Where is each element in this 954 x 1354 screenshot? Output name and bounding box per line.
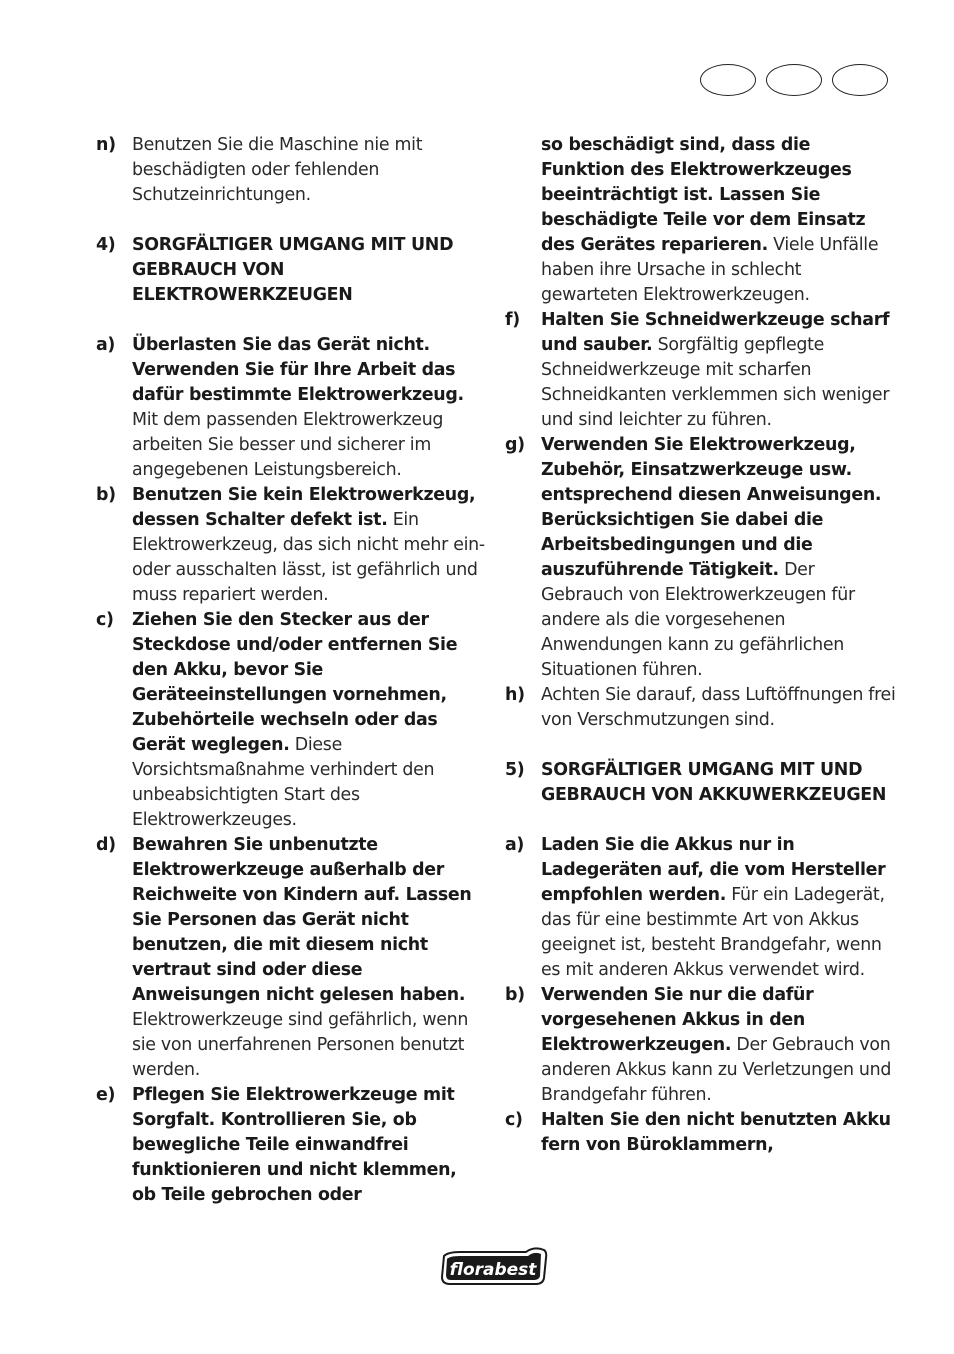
item-marker: e) bbox=[96, 1085, 116, 1105]
item-g bbox=[505, 433, 897, 683]
language-oval-1 bbox=[700, 64, 756, 96]
item-text: Viele Unfälle haben ihre Ursache in schlecht gewarteten Elektrowerkzeugen. bbox=[541, 235, 879, 305]
item-text: Diese Vorsichtsmaßnahme verhindert den unbeabsichtigten Start des Elektrowerkzeuges. bbox=[132, 735, 435, 830]
item-marker: d) bbox=[96, 835, 116, 855]
item-text: Elektrowerkzeuge sind gefährlich, wenn sie von unerfahrenen Personen benutzt werden. bbox=[132, 1010, 469, 1080]
item-bold-text: Halten Sie Schneidwerkzeuge scharf und sauber. bbox=[541, 310, 890, 355]
item-bold-text: Verwenden Sie nur die dafür vorgesehenen Akkus in den Elektrowerkzeugen. bbox=[541, 985, 814, 1055]
item-marker: n) bbox=[96, 135, 116, 155]
item-bold-text: Überlasten Sie das Gerät nicht. Verwenden Sie für Ihre Arbeit das dafür bestimmte Elektrowerkzeug. bbox=[132, 335, 464, 405]
item-bold-text: Ziehen Sie den Stecker aus der Steckdose und/oder entfernen Sie den Akku, bevor Sie Geräteeinstellungen vornehmen, Zubehörteile wechseln oder das Gerät weglegen. bbox=[132, 610, 458, 755]
item-a bbox=[505, 833, 897, 983]
item-bold-text: Pflegen Sie Elektrowerkzeuge mit Sorgfalt. Kontrollieren Sie, ob bewegliche Teile einwandfrei funktionieren und nicht klemmen, ob Teile gebrochen oder bbox=[132, 1085, 457, 1205]
item-text: Mit dem passenden Elektrowerkzeug arbeiten Sie besser und sicherer im angegebenen Leistungsbereich. bbox=[132, 410, 444, 480]
item-marker: g) bbox=[505, 435, 525, 455]
item-marker: a) bbox=[96, 335, 116, 355]
item-marker: f) bbox=[505, 310, 520, 330]
item-bold-text: Verwenden Sie Elektrowerkzeug, Zubehör, Einsatzwerkzeuge usw. entsprechend diesen Anweisungen. Berücksichtigen Sie dabei die Arbeitsbedingungen und die auszuführende Tätigkeit. bbox=[541, 435, 882, 580]
item-c bbox=[505, 1108, 897, 1158]
item-bold-text: Halten Sie den nicht benutzten Akku fern von Büroklammern, bbox=[541, 1110, 891, 1155]
item-e bbox=[96, 1083, 486, 1208]
item-marker: a) bbox=[505, 835, 525, 855]
item-marker: c) bbox=[96, 610, 114, 630]
section-marker: 5) bbox=[505, 760, 525, 780]
item-text: Achten Sie darauf, dass Luftöffnungen frei von Verschmutzungen sind. bbox=[541, 685, 896, 730]
section-title: SORGFÄLTIGER UMGANG MIT UND GEBRAUCH VON ELEKTROWERKZEUGEN bbox=[132, 235, 454, 305]
section-marker: 4) bbox=[96, 235, 116, 255]
item-bold-text: Benutzen Sie kein Elektrowerkzeug, dessen Schalter defekt ist. bbox=[132, 485, 476, 530]
item-h bbox=[505, 683, 897, 733]
item-text: Sorgfältig gepflegte Schneidwerkzeuge mit scharfen Schneidkanten verklemmen sich weniger und sind leichter zu führen. bbox=[541, 335, 890, 430]
left-column bbox=[96, 133, 486, 1208]
item-text: Benutzen Sie die Maschine nie mit beschädigten oder fehlenden Schutzeinrichtungen. bbox=[132, 135, 423, 205]
language-oval-3 bbox=[832, 64, 888, 96]
right-column bbox=[505, 133, 897, 1158]
logo-text: florabest bbox=[449, 1260, 537, 1280]
item-c bbox=[96, 608, 486, 833]
item-a bbox=[96, 333, 486, 483]
item-n bbox=[96, 133, 486, 208]
item-bold-text: so beschädigt sind, dass die Funktion des Elektrowerkzeuges beeinträchtigt ist. Lassen Sie beschädigte Teile vor dem Einsatz des Gerätes reparieren. bbox=[541, 135, 866, 255]
item-marker: b) bbox=[96, 485, 116, 505]
language-oval-2 bbox=[766, 64, 822, 96]
item-b bbox=[505, 983, 897, 1108]
item-text: Für ein Ladegerät, das für eine bestimmte Art von Akkus geeignet ist, besteht Brandgefahr, wenn es mit anderen Akkus verwendet wird. bbox=[541, 885, 885, 980]
item-marker: b) bbox=[505, 985, 525, 1005]
item-text: Ein Elektrowerkzeug, das sich nicht mehr ein- oder ausschalten lässt, ist gefährlich und muss repariert werden. bbox=[132, 510, 485, 605]
section-5-heading bbox=[505, 758, 897, 808]
item-marker: h) bbox=[505, 685, 525, 705]
item-b bbox=[96, 483, 486, 608]
item-bold-text: Bewahren Sie unbenutzte Elektrowerkzeuge außerhalb der Reichweite von Kindern auf. Lassen Sie Personen das Gerät nicht benutzen, die mit diesem nicht vertraut sind oder diese Anweisungen nicht gelesen haben. bbox=[132, 835, 472, 1005]
florabest-logo bbox=[438, 1244, 551, 1288]
section-4-heading bbox=[96, 233, 486, 308]
item-e-continued bbox=[505, 133, 897, 308]
section-title: SORGFÄLTIGER UMGANG MIT UND GEBRAUCH VON AKKUWERKZEUGEN bbox=[541, 760, 887, 805]
item-marker: c) bbox=[505, 1110, 523, 1130]
item-bold-text: Laden Sie die Akkus nur in Ladegeräten auf, die vom Hersteller empfohlen werden. bbox=[541, 835, 886, 905]
item-text: Der Gebrauch von anderen Akkus kann zu Verletzungen und Brandgefahr führen. bbox=[541, 1035, 892, 1105]
item-f bbox=[505, 308, 897, 433]
item-d bbox=[96, 833, 486, 1083]
item-text: Der Gebrauch von Elektrowerkzeugen für andere als die vorgesehenen Anwendungen kann zu gefährlichen Situationen führen. bbox=[541, 560, 855, 680]
